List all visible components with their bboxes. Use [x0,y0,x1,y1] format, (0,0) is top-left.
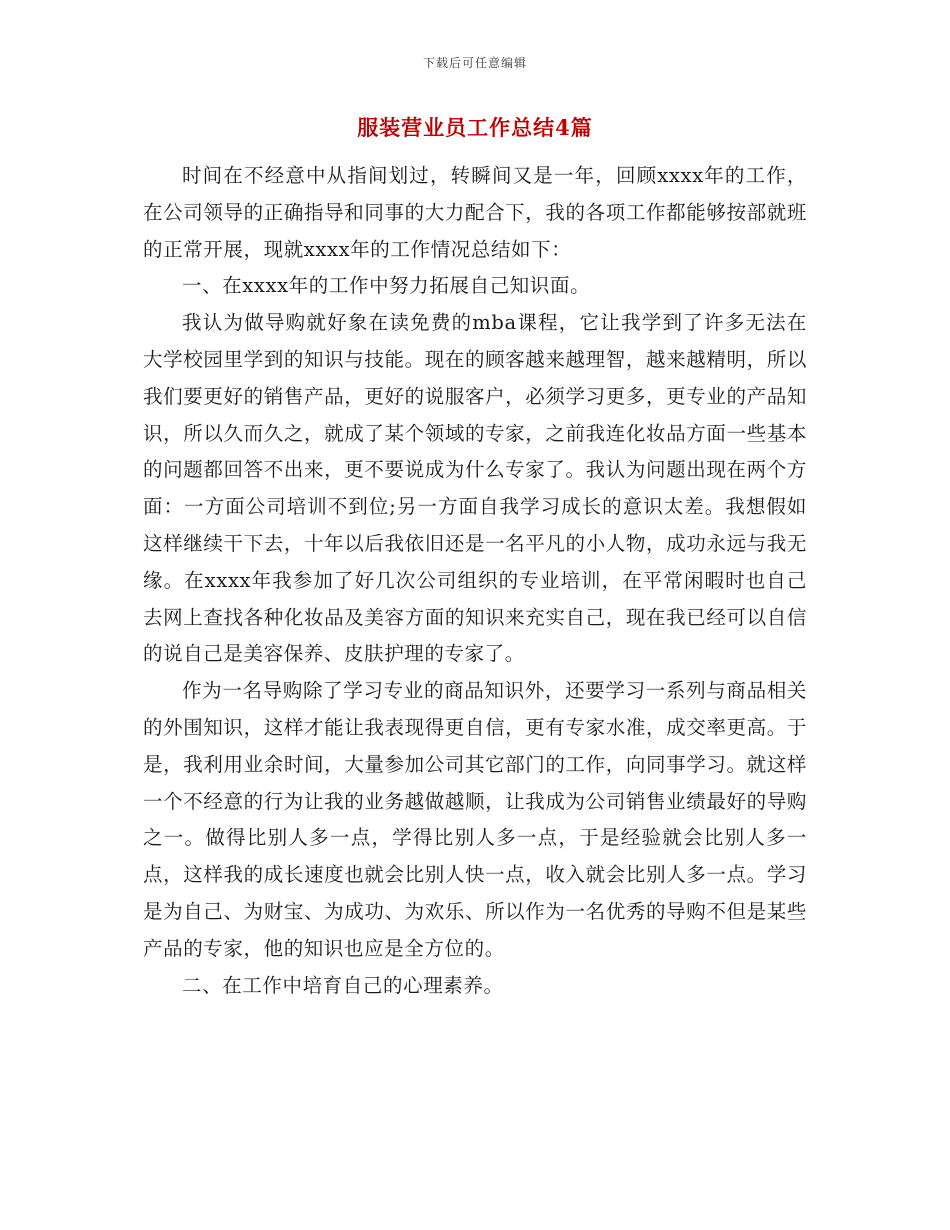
document-title: 服装营业员工作总结4篇 [357,115,593,140]
section-heading-2: 二、在工作中培育自己的心理素养。 [182,973,504,997]
paragraph-learning: 作为一名导购除了学习专业的商品知识外，还要学习一系列与商品相关的外围知识，这样才能让我表现得更自信，更有专家水准，成交率更高。于是，我利用业余时间，大量参加公司其它部门的工作，向同事学习。就这样一个不经意的行为让我的业务越做越顺，让我成为公司销售业绩最好的导购之一。做得比别人多一点，学得比别人多一点，于是经验就会比别人多一点，这样我的成长速度也就会比别人快一点，收入就会比别人多一点。学习是为自己、为财宝、为成功、为欢乐、所以作为一名优秀的导购不但是某些产品的专家，他的知识也应是全方位的。 [143,679,807,960]
section-heading-1: 一、在xxxx年的工作中努力拓展自己知识面。 [182,274,591,298]
document-body [143,158,807,1004]
paragraph-knowledge: 我认为做导购就好象在读免费的mba课程，它让我学到了许多无法在大学校园里学到的知识与技能。现在的顾客越来越理智，越来越精明，所以我们要更好的销售产品，更好的说服客户，必须学习更多，更专业的产品知识，所以久而久之，就成了某个领域的专家，之前我连化妆品方面一些基本的问题都回答不出来，更不要说成为什么专家了。我认为问题出现在两个方面：一方面公司培训不到位;另一方面自我学习成长的意识太差。我想假如这样继续干下去，十年以后我依旧还是一名平凡的小人物，成功永远与我无缘。在xxxx年我参加了好几次公司组织的专业培训，在平常闲暇时也自己去网上查找各种化妆品及美容方面的知识来充实自己，现在我已经可以自信的说自己是美容保养、皮肤护理的专家了。 [143,311,807,666]
paragraph-intro: 时间在不经意中从指间划过，转瞬间又是一年，回顾xxxx年的工作，在公司领导的正确指导和同事的大力配合下，我的各项工作都能够按部就班的正常开展，现就xxxx年的工作情况总结如下： [143,164,807,261]
header-note: 下载后可任意编辑 [422,56,527,70]
